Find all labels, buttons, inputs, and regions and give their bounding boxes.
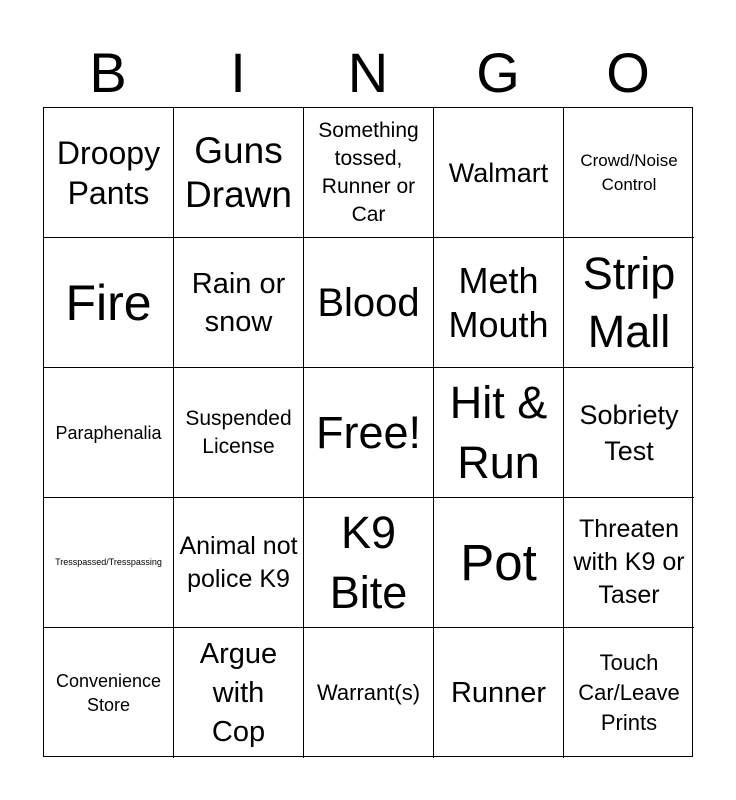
bingo-cell[interactable] (304, 238, 434, 368)
cell-label: Runner (450, 677, 547, 709)
header-letter-g: G (476, 41, 520, 104)
cell-label: K9 Bite (329, 506, 408, 618)
header-letter-i: I (230, 41, 246, 104)
cell-label: Crowd/Noise Control (580, 150, 678, 194)
cell-label: Walmart (448, 157, 549, 188)
cell-label: Guns Drawn (185, 129, 292, 215)
cell-label: Touch Car/Leave Prints (578, 650, 680, 735)
cell-label: Meth Mouth (448, 259, 549, 345)
cell-label: Animal not police K9 (179, 531, 298, 593)
cell-label: Threaten with K9 or Taser (573, 515, 685, 609)
bingo-cell[interactable] (174, 628, 304, 758)
cell-label: Blood (317, 280, 420, 325)
bingo-cell[interactable] (304, 498, 434, 628)
cell-label: Convenience Store (55, 671, 162, 715)
cell-label: Hit & Run (449, 376, 548, 488)
cell-label: Free! (315, 406, 422, 458)
cell-label: Warrant(s) (316, 680, 421, 705)
bingo-header (43, 42, 693, 104)
bingo-cell[interactable] (174, 238, 304, 368)
bingo-cell[interactable] (564, 368, 694, 498)
bingo-cell[interactable] (434, 238, 564, 368)
bingo-cell[interactable] (44, 498, 174, 628)
cell-label: Paraphenalia (55, 422, 162, 443)
bingo-cell[interactable] (44, 108, 174, 238)
bingo-cell[interactable] (564, 498, 694, 628)
cell-label: Pot (460, 533, 537, 591)
cell-label: Strip Mall (582, 247, 676, 357)
header-letter-o: O (606, 41, 650, 104)
bingo-cell[interactable] (564, 628, 694, 758)
bingo-cell[interactable] (44, 628, 174, 758)
bingo-cell[interactable] (434, 108, 564, 238)
bingo-cell[interactable] (44, 368, 174, 498)
bingo-cell[interactable] (174, 368, 304, 498)
bingo-cell[interactable] (174, 108, 304, 238)
cell-label: Suspended License (185, 406, 292, 458)
cell-label: Fire (65, 274, 152, 331)
cell-label: Sobriety Test (579, 399, 679, 466)
bingo-cell[interactable] (564, 108, 694, 238)
cell-label: Tresspassed/Tresspassing (55, 557, 162, 567)
cell-label: Argue with Cop (199, 637, 278, 748)
bingo-cell[interactable] (434, 368, 564, 498)
bingo-cell[interactable] (434, 628, 564, 758)
bingo-cell[interactable] (174, 498, 304, 628)
free-space[interactable] (304, 368, 434, 498)
bingo-cell[interactable] (304, 108, 434, 238)
bingo-cell[interactable] (434, 498, 564, 628)
cell-label: Droopy Pants (56, 134, 161, 211)
header-letter-b: B (89, 41, 127, 104)
bingo-grid (43, 107, 693, 757)
bingo-cell[interactable] (564, 238, 694, 368)
bingo-cell[interactable] (44, 238, 174, 368)
cell-label: Something tossed, Runner or Car (318, 118, 419, 226)
cell-label: Rain or snow (191, 267, 286, 338)
bingo-cell[interactable] (304, 628, 434, 758)
header-letter-n: N (347, 41, 389, 104)
